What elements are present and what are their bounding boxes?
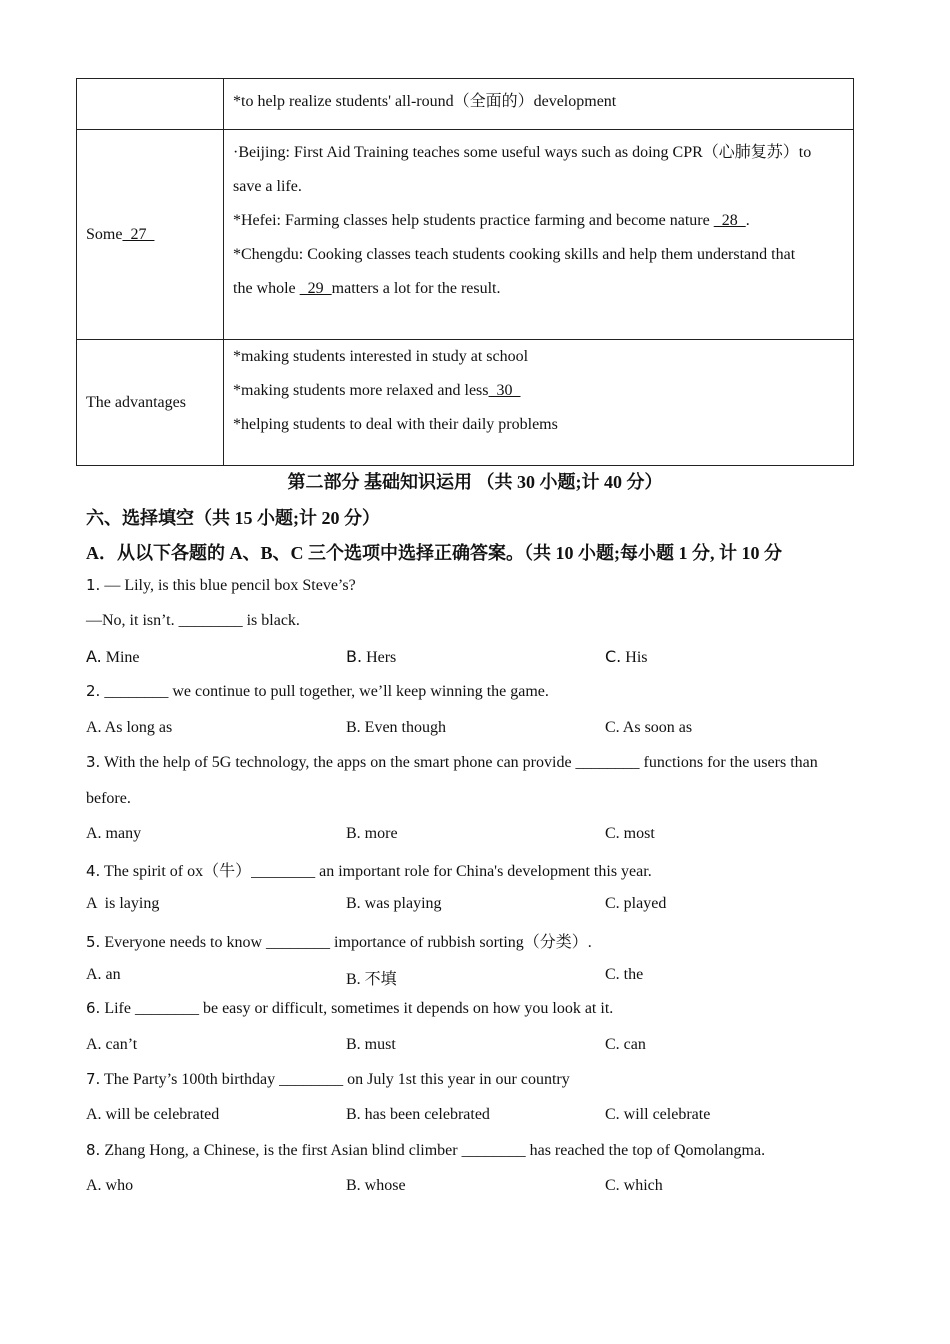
option-a[interactable]: A. many: [86, 825, 142, 842]
section-title: 六、选择填空（共 15 小题;计 20 分）: [86, 508, 380, 528]
option-a[interactable]: A. who: [86, 1177, 134, 1194]
option-c[interactable]: C. the: [605, 966, 644, 983]
table-content-cell: [224, 79, 854, 130]
hefei-line: *Hefei: Farming classes help students practice farming and become nature 28 .: [233, 212, 750, 229]
table-line: *to help realize students' all-round（全面的）development: [233, 93, 617, 110]
option-b[interactable]: B. has been celebrated: [346, 1106, 490, 1123]
advantage-line-1: *making students interested in study at school: [233, 348, 529, 365]
blank-28: 28: [713, 212, 746, 229]
option-c[interactable]: C. which: [605, 1177, 663, 1194]
subsection-title: A．从以下各题的 A、B、C 三个选项中选择正确答案。（共 10 小题;每小题 1 分, 计 10 分: [86, 543, 782, 563]
beijing-line-1: ·Beijing: First Aid Training teaches some useful ways such as doing CPR（心肺复苏）to: [233, 144, 812, 161]
option-b[interactable]: B. must: [346, 1036, 396, 1053]
blank-30: 30: [488, 382, 521, 399]
advantage-line-3: *helping students to deal with their daily problems: [233, 416, 558, 433]
table-label-cell: [77, 340, 224, 466]
table-label-cell: [77, 130, 224, 340]
question-5: 5. Everyone needs to know ________ importance of rubbish sorting（分类）.: [86, 933, 592, 951]
info-table: [76, 78, 854, 466]
option-a[interactable]: A. an: [86, 966, 121, 983]
option-a[interactable]: A. will be celebrated: [86, 1106, 220, 1123]
option-c[interactable]: C. can: [605, 1036, 646, 1053]
table-content-cell: [224, 340, 854, 466]
option-b[interactable]: B. Hers: [346, 647, 397, 666]
table-row: [77, 79, 854, 130]
table-content-cell: [224, 130, 854, 340]
option-b[interactable]: B. 不填: [346, 971, 397, 988]
question-6: 6. Life ________ be easy or difficult, sometimes it depends on how you look at it.: [86, 999, 614, 1017]
question-8: 8. Zhang Hong, a Chinese, is the first Asian blind climber ________ has reached the top of Qomolangma.: [86, 1141, 766, 1159]
option-b[interactable]: B. more: [346, 825, 398, 842]
option-a[interactable]: A. can’t: [86, 1036, 138, 1053]
option-c[interactable]: C. will celebrate: [605, 1106, 711, 1123]
option-c[interactable]: C. His: [605, 647, 648, 666]
part-title: 第二部分 基础知识运用 （共 30 小题;计 40 分）: [287, 472, 663, 492]
option-a[interactable]: A. Mine: [86, 647, 140, 666]
table-row: [77, 340, 854, 466]
option-a[interactable]: A. As long as: [86, 719, 173, 736]
table-label-cell: [77, 79, 224, 130]
table-row: [77, 130, 854, 340]
option-b[interactable]: B. Even though: [346, 719, 446, 736]
option-c[interactable]: C. most: [605, 825, 655, 842]
option-c[interactable]: C. played: [605, 895, 667, 912]
blank-29: 29: [299, 280, 332, 297]
row-label: The advantages: [86, 393, 186, 411]
question-3: 3. With the help of 5G technology, the apps on the smart phone can provide ________ functions for the users than: [86, 753, 818, 771]
question-4: 4. The spirit of ox（牛）________ an important role for China's development this year.: [86, 862, 652, 880]
row-label: Some: [86, 225, 123, 243]
advantage-line-2: *making students more relaxed and less 30: [233, 382, 521, 399]
option-b[interactable]: B. whose: [346, 1177, 406, 1194]
question-1: 1. — Lily, is this blue pencil box Steve’s?: [86, 576, 356, 594]
question-7: 7. The Party’s 100th birthday ________ on July 1st this year in our country: [86, 1070, 570, 1088]
question-1-line-2: —No, it isn’t. ________ is black.: [86, 612, 300, 629]
chengdu-line-1: *Chengdu: Cooking classes teach students cooking skills and help them understand that: [233, 246, 796, 263]
question-3-line-2: before.: [86, 790, 131, 807]
option-a[interactable]: A is laying: [86, 895, 160, 912]
option-b[interactable]: B. was playing: [346, 895, 442, 912]
question-2: 2. ________ we continue to pull together, we’ll keep winning the game.: [86, 682, 549, 700]
blank-27: 27: [122, 225, 155, 243]
option-c[interactable]: C. As soon as: [605, 719, 693, 736]
chengdu-line-2: the whole 29 matters a lot for the result.: [233, 280, 501, 297]
beijing-line-2: save a life.: [233, 178, 302, 195]
